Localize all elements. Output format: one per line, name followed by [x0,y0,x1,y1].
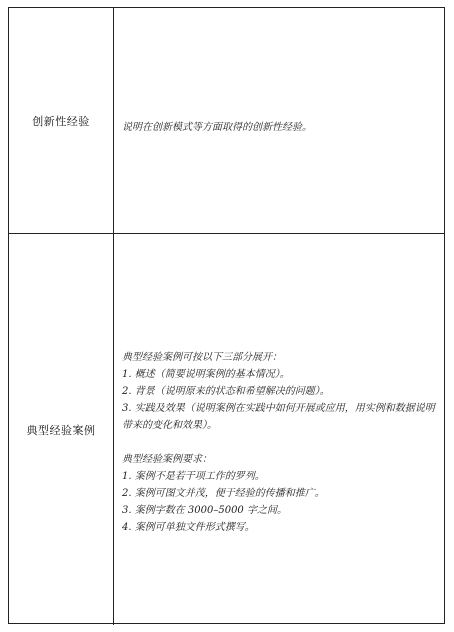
section-intro: 典型经验案例要求： [122,454,212,465]
table-row-innovative-experience [9,8,444,234]
row-label-cell [9,8,114,233]
list-item: 1. 概述（简要说明案例的基本情况）。 [122,369,290,380]
list-item: 3. 案例字数在 3000–5000 字之间。 [122,505,287,516]
section-intro: 典型经验案例可按以下三部分展开： [122,352,282,363]
table-row-typical-case [9,234,444,625]
list-item: 1. 案例不是若干项工作的罗列。 [122,471,265,482]
list-item: 2. 案例可图文并茂，便于经验的传播和推广。 [122,488,325,499]
form-table [8,7,445,624]
list-item: 2. 背景（说明原来的状态和希望解决的问题）。 [122,386,330,397]
case-instructions [122,349,440,536]
row-label: 典型经验案例 [26,423,96,437]
list-item: 3. 实践及效果（说明案例在实践中如何开展或应用，用实例和数据说明带来的变化和效果）。 [122,403,435,431]
row-label-cell [9,234,114,625]
row-content-cell [114,234,444,625]
row-instruction-text: 说明在创新模式等方面取得的创新性经验。 [122,122,312,133]
row-label: 创新性经验 [32,114,90,128]
row-content-cell [114,8,444,233]
list-item: 4. 案例可单独文件形式撰写。 [122,522,255,533]
spacer [122,434,440,451]
